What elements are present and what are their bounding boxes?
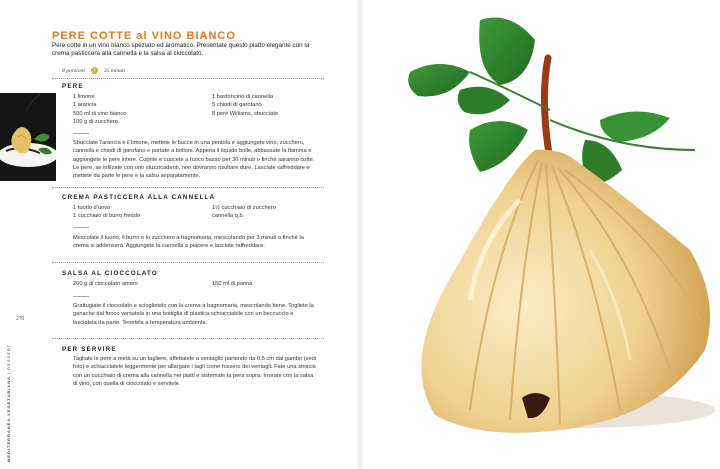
ingredient-divider (73, 227, 89, 228)
ingredient: 150 ml di panna (212, 281, 253, 287)
method-salsa: Grattugiate il cioccolato e scioglietelo con la crema a bagnomaria, mescolando bene. Togliete la ganache dal fuoco versatela in una bottiglia di plastica schiacciabile con un beccuccio e lasciatela da parte. Tenetela a temperatura ambiente. (73, 303, 314, 326)
page-number: 2?0 (16, 316, 25, 322)
ingredients-salsa-col2 (212, 280, 252, 288)
recipe-intro: Pere cotte in un vino bianco speziato ed aromatico. Presentate questo piatto elegante con la crema pasticcera alla cannella e la salsa al cioccolato. (52, 42, 310, 58)
prep-time: 35 minuti (103, 67, 126, 74)
ingredient: 1 arancia (73, 102, 97, 109)
ingredients-pere-col2 (212, 93, 278, 118)
ingredient: 100 g di zucchero (73, 118, 118, 125)
section-divider (52, 187, 324, 188)
fanned-pear-photo (360, 0, 720, 469)
section-divider (52, 262, 324, 263)
section-heading-servire: PER SERVIRE (62, 346, 117, 353)
ingredient-divider (73, 133, 89, 134)
clock-icon (91, 67, 98, 74)
plated-dessert-thumbnail (0, 93, 56, 181)
ingredient: cannella q.b. (212, 213, 245, 220)
ingredient: 1½ cucchiaio di zucchero (212, 205, 276, 211)
ingredients-crema-col2 (212, 204, 276, 221)
section-heading-pere: PERE (62, 83, 84, 90)
running-footer: MEDITERRANEA VEGETARIANA | DESSERT (6, 343, 11, 462)
chapter-name: DESSERT (6, 343, 11, 370)
meta-divider (52, 78, 324, 79)
recipe-title: PERE COTTE al VINO BIANCO (52, 30, 236, 42)
pear-photo-page (360, 0, 720, 469)
recipe-meta (62, 67, 125, 74)
ingredients-crema-col1 (73, 204, 140, 221)
ingredient: 1 limone (73, 94, 95, 100)
book-title: MEDITERRANEA VEGETARIANA (6, 375, 11, 462)
ingredient: 200 g di cioccolato amaro (73, 281, 138, 287)
ingredient: 5 chiodi di garofano (212, 102, 262, 109)
ingredients-salsa-col1 (73, 280, 138, 288)
servings: 8 porzioni (62, 67, 85, 74)
ingredient-divider (73, 296, 89, 297)
page-gutter (356, 0, 364, 469)
method-servire: Tagliate le pere a metà su un tagliere, affettatele a ventaglio partendo da 0,5 cm dal gambo (vedi foto) e schiacciatele leggermente per allargare i tagli come fossero dei ventagli. Fate una striscia con un cucchiaio di crema alla cannella nei piatti e sistemate la pera sopra. Irrorate con la salsa di vino, con quella di cioccolato e servitele. (73, 356, 317, 387)
ingredients-pere-col1 (73, 93, 126, 126)
section-divider (52, 338, 324, 339)
method-crema: Mescolate il tuorlo, il burro e lo zucchero a bagnomaria, mescolando per 3 minuti o finché la crema si addenserà. Aggiungete la cannella a piacere e lasciate raffreddare. (73, 235, 304, 250)
ingredient: 1 bastoncino di cannella (212, 94, 274, 100)
ingredient: 500 ml di vino bianco (73, 110, 127, 117)
section-heading-crema: CREMA PASTICCERA ALLA CANNELLA (62, 194, 216, 201)
section-heading-salsa: SALSA AL CIOCCOLATO (62, 270, 158, 277)
ingredient: 1 tuorlo d’uovo (73, 205, 111, 211)
ingredient: 1 cucchiaio di burro freddo (73, 213, 141, 220)
ingredient: 8 pere Williams, sbucciate (212, 110, 279, 117)
method-pere: Sbucciate l’arancia e il limone, mettete le bucce in una pentola e aggiungete vino, zucchero, cannella e chiodi di garofano e portate a bollore. Appena il liquido bolle, abbassate la fiamma e aggiungete le pere intere. Coprite e cuocete a fuoco basso per 30 minuti o finché saranno cotte. Le pere, se infilzate con uno stuzzicadenti, non dovranno risultare dure. Lasciate raffreddare e mettete da parte le pere e la salsa separatamente. (73, 140, 315, 180)
